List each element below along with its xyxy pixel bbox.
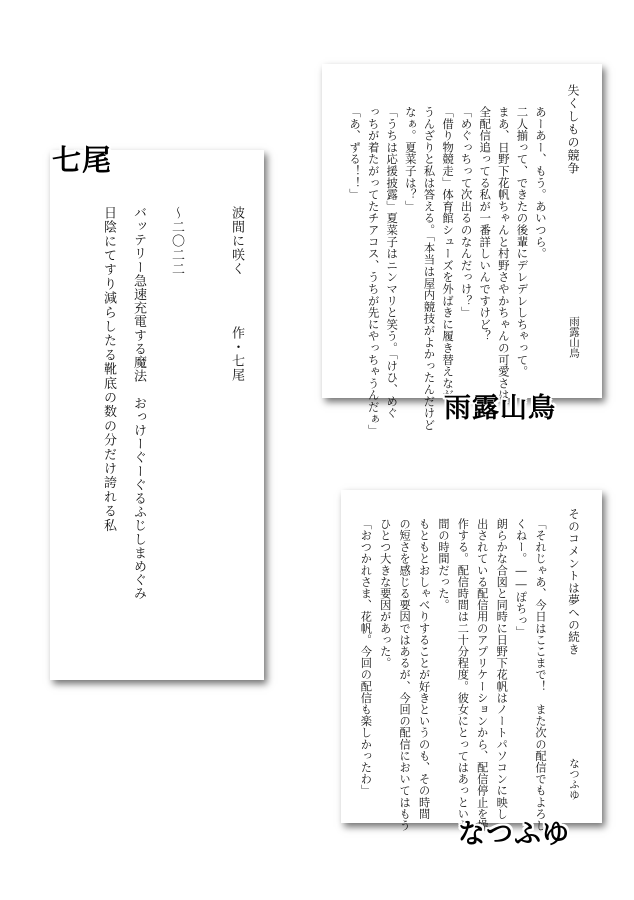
- text-line: っちが着たがってたチアコス、うちが先にやっちゃうんだぁ」: [366, 106, 381, 437]
- story-title: 失くしもの競争: [566, 84, 580, 175]
- story-title: そのコメントは夢への続き: [567, 508, 581, 656]
- story-date: 〜二〇二二: [169, 206, 184, 276]
- author-tag-natsufuyu: なつふゆ: [458, 819, 570, 850]
- story-byline: 作・七尾: [229, 326, 244, 382]
- story-author: なつふゆ: [568, 758, 580, 800]
- text-line: くねー。――ぽちっ」: [514, 518, 528, 638]
- tanka-line: 日陰にてすり減らしたる靴底の数の分だけ誇れる私: [101, 206, 116, 533]
- story-title: 波間に咲く: [229, 206, 244, 276]
- text-line: 二人揃って、できたの後輩にデレデレしちゃって。: [515, 106, 530, 378]
- author-tag-ametsuyu: 雨露山鳥: [444, 393, 556, 424]
- text-line: 作する。配信時間は二十分程度。彼女にとってはあっという: [456, 518, 470, 832]
- text-line: 全配信追ってる私が一番詳しいんですけど？: [478, 106, 493, 342]
- text-line: 「それじゃあ、今日はここまで！ また次の配信でもよろし: [534, 518, 547, 832]
- text-line: まあ、日野下花帆ちゃんと村野さやかちゃんの可愛さは、: [496, 106, 511, 413]
- text-line: 「借り物競走」体育館シューズを外ばきに履き替えながら、: [441, 106, 456, 425]
- story-card-ametsuyu: [322, 64, 602, 437]
- text-line: の短さを感じる要因ではあるが、今回の配信においてはもう: [398, 518, 412, 832]
- story-author: 雨露山鳥: [568, 316, 580, 358]
- author-tag-nanao: 七尾: [52, 143, 113, 177]
- text-line: うんざりと私は答える。「本当は屋内競技がよかったんだけど: [422, 106, 437, 431]
- text-line: 「おつかれさま、花帆。今回の配信も楽しかったわ」: [359, 518, 373, 797]
- text-line: 「めぐっちって次出るのなんだっけ？」: [459, 106, 474, 319]
- text-line: 朗らかな合図と同時に日野下花帆はノートパソコンに映し: [495, 518, 509, 820]
- story-card-nanao: [50, 150, 264, 680]
- text-line: 「うちは応援披露」夏菜子はニンマリと笑う。「けひ、めぐ: [385, 106, 400, 419]
- text-line: ひとつ大きな要因があった。: [378, 518, 392, 669]
- tanka-line: バッテリー急速充電する魔法 おっけーぐーぐるふじしまめぐみ: [131, 206, 146, 601]
- story-body: [356, 518, 550, 832]
- text-line: なぁ。夏菜子は？」: [403, 106, 418, 213]
- text-line: もともとおしゃべりすることが好きというのも、その時間: [417, 518, 431, 820]
- story-card-natsufuyu: [341, 490, 602, 832]
- text-line: 「あ、ずる！！」: [348, 106, 363, 201]
- text-line: 間の時間だった。: [436, 518, 450, 611]
- text-line: 出されている配信用のアプリケーションから、配信停止を操: [475, 518, 489, 832]
- text-line: あーあー、もう。あいつら。: [534, 106, 548, 260]
